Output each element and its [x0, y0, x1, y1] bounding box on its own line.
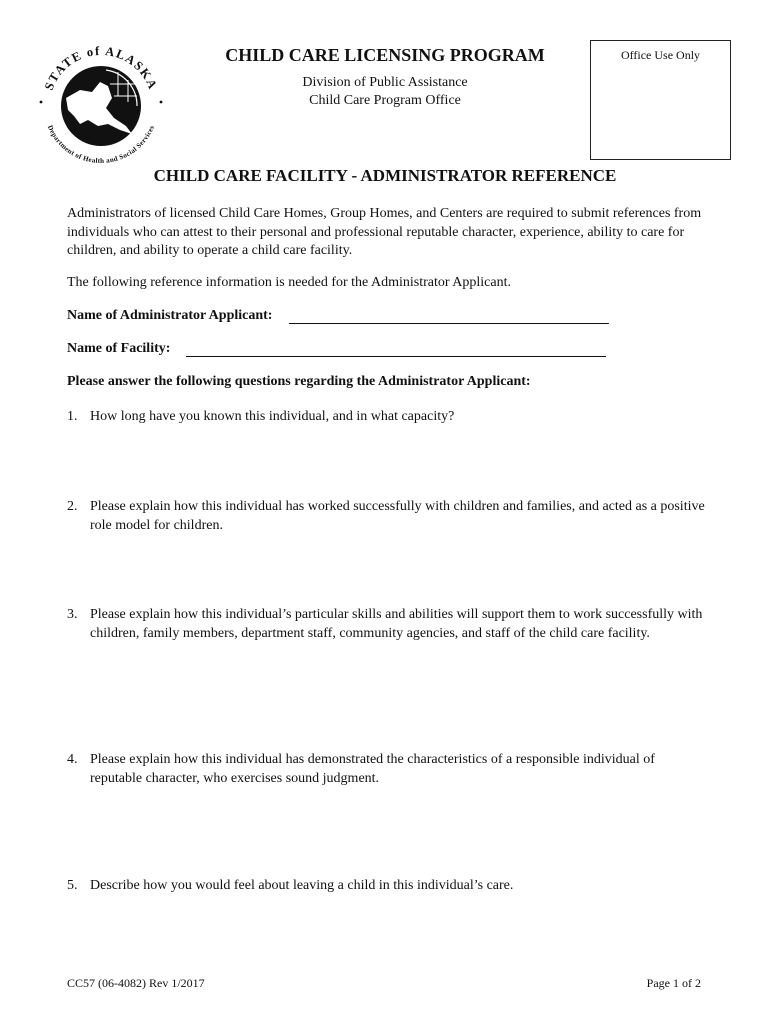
question-number: 1. [67, 409, 78, 424]
form-title: CHILD CARE FACILITY - ADMINISTRATOR REFERENCE [153, 166, 617, 185]
question-number: 5. [67, 878, 78, 893]
facility-name-label: Name of Facility: [67, 341, 171, 356]
division-name: Division of Public Assistance [302, 75, 468, 90]
question-4 [67, 751, 707, 788]
seal-top-text: STATE of ALASKA [41, 43, 161, 93]
form-id: CC57 (06-4082) Rev 1/2017 [67, 976, 205, 990]
question-text: Please explain how this individual has worked successfully with children and families, and acted as a positive role model for children. [90, 499, 705, 533]
questions-heading: Please answer the following questions regarding the Administrator Applicant: [67, 374, 531, 389]
question-1 [67, 408, 707, 427]
question-2 [67, 498, 707, 535]
state-of-alaska-seal [36, 40, 166, 170]
question-number: 3. [67, 607, 78, 622]
question-text: How long have you known this individual, and in what capacity? [90, 409, 455, 424]
applicant-name-field[interactable] [289, 323, 609, 324]
question-3 [67, 606, 707, 643]
question-text: Please explain how this individual’s particular skills and abilities will support them to work successfully with children, family members, department staff, community agencies, and staff of the child care facility. [90, 607, 703, 641]
applicant-name-label: Name of Administrator Applicant: [67, 308, 273, 323]
office-use-box [590, 40, 731, 160]
office-use-label: Office Use Only [620, 48, 701, 62]
page-number: Page 1 of 2 [646, 976, 701, 990]
question-number: 2. [67, 499, 78, 514]
question-text: Please explain how this individual has demonstrated the characteristics of a responsible individual of reputable character, who exercises sound judgment. [90, 752, 655, 786]
info-needed-text: The following reference information is needed for the Administrator Applicant. [67, 275, 511, 290]
intro-paragraph: Administrators of licensed Child Care Homes, Group Homes, and Centers are required to submit references from individuals who can attest to their personal and professional reputable character, experience, ability to care for children, and ability to operate a child care facility. [67, 206, 702, 258]
program-title: CHILD CARE LICENSING PROGRAM [225, 45, 545, 65]
office-name: Child Care Program Office [309, 93, 461, 108]
question-number: 4. [67, 752, 78, 767]
seal-bottom-text: Department of Health and Social Services [45, 124, 157, 166]
question-5 [67, 877, 707, 896]
question-text: Describe how you would feel about leaving a child in this individual’s care. [90, 878, 514, 893]
facility-name-field[interactable] [186, 356, 606, 357]
